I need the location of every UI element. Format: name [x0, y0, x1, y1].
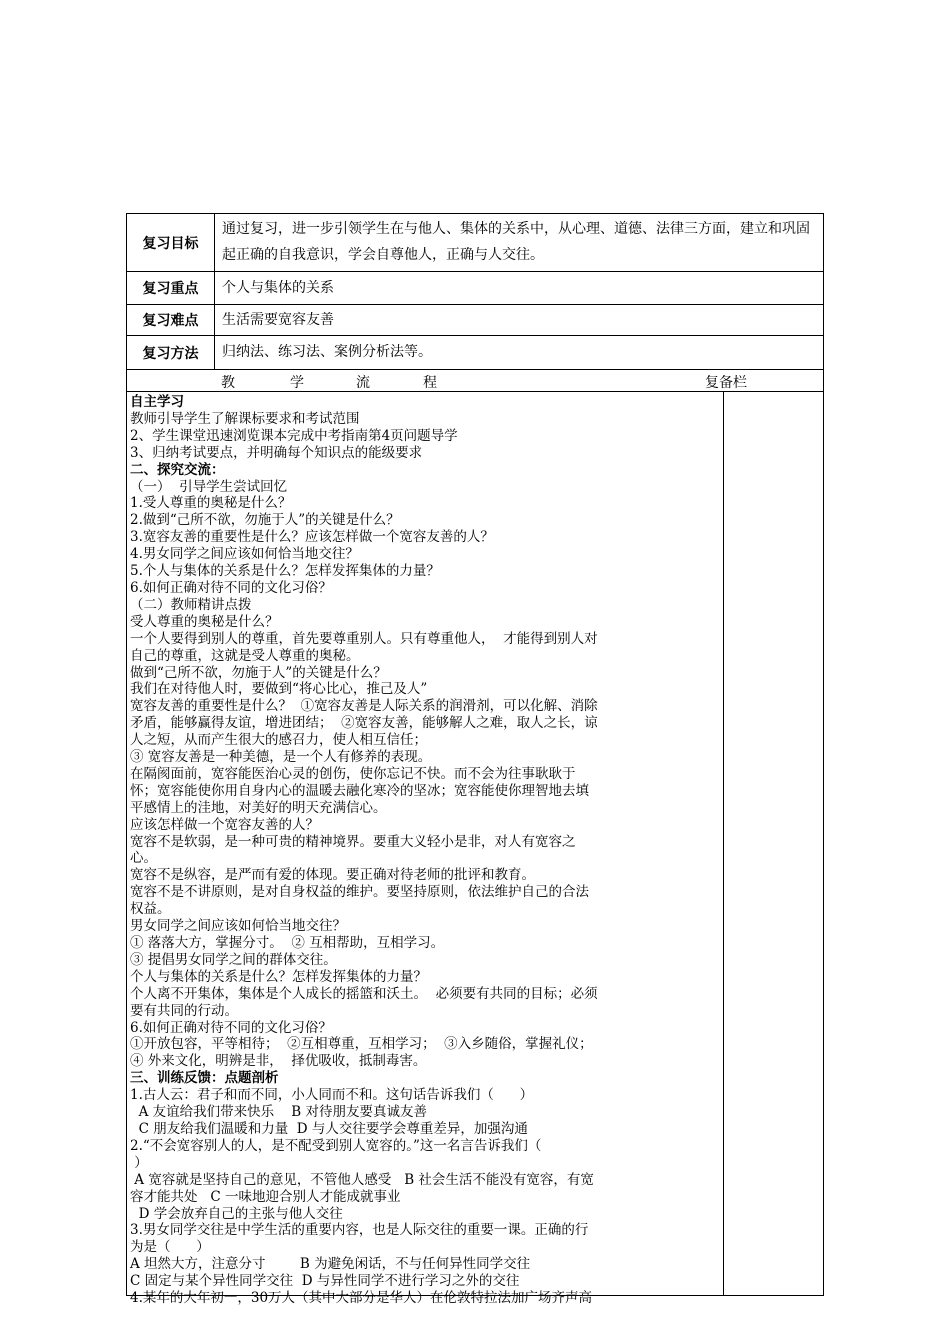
backup-label: 复备栏 [705, 375, 747, 391]
content-line: 1.受人尊重的奥秘是什么？ [130, 495, 292, 512]
content-line: 教师引导学生了解课标要求和考试范围 [130, 410, 360, 427]
content-line: 3.男女同学交往是中学生活的重要内容，也是人际交往的重要一课。正确的行 [130, 1222, 589, 1239]
content-line: 男女同学之间应该如何恰当地交往？ [130, 918, 346, 935]
content-line: 三、训练反馈：点题剖析 [130, 1070, 279, 1087]
teaching-flow-header [127, 370, 823, 392]
content-line: A 友谊给我们带来快乐 B 对待朋友要真诚友善 [130, 1104, 428, 1121]
content-line: ①开放包容，平等相待； ②互相尊重，互相学习； ③入乡随俗，掌握礼仪； [130, 1036, 593, 1053]
content-line: （一） 引导学生尝试回忆 [130, 478, 288, 495]
flow-char: 流 [356, 375, 370, 391]
content-line: ③ 提倡男女同学之间的群体交往。 [130, 951, 337, 968]
content-line: C 固定与某个异性同学交往 D 与异性同学不进行学习之外的交往 [130, 1273, 520, 1290]
content-line: 自主学习 [130, 394, 184, 410]
goal-text: 通过复习，进一步引领学生在与他人、集体的关系中，从心理、道德、法律三方面，建立和巩固起正确的自我意识，学会自尊他人，正确与人交往。 [222, 221, 810, 263]
content-line: 一个人要得到别人的尊重，首先要尊重别人。只有尊重他人， 才能得到别人对 [130, 630, 598, 647]
content-line: 在隔阂面前，宽容能医治心灵的创伤，使你忘记不快。而不会为往事耿耿于 [130, 765, 576, 782]
content-line: C 朋友给我们温暖和力量 D 与人交往要学会尊重差异，加强沟通 [130, 1120, 528, 1137]
content-line: 3.宽容友善的重要性是什么？应该怎样做一个宽容友善的人？ [130, 529, 494, 546]
content-line: 5.个人与集体的关系是什么？怎样发挥集体的力量？ [130, 563, 440, 580]
content-line: 二、探究交流： [130, 461, 225, 478]
flow-char: 程 [423, 375, 437, 391]
content-line: 个人离不开集体，集体是个人成长的摇篮和沃土。 必须要有共同的目标；必须 [130, 985, 598, 1002]
content-line: ④ 外来文化，明辨是非， 择优吸收，抵制毒害。 [130, 1053, 427, 1070]
teaching-content [130, 394, 720, 1307]
content-line: 我们在对待他人时，要做到“将心比心，推己及人” [130, 681, 428, 698]
lesson-plan-table [126, 213, 824, 1307]
content-line: 怀；宽容能使你用自身内心的温暖去融化寒冷的坚冰；宽容能使你理智地去填 [130, 782, 589, 799]
content-line: 1.古人云：君子和而不同，小人同而不和。这句话告诉我们（ ） [130, 1087, 534, 1104]
method-text: 归纳法、练习法、案例分析法等。 [222, 344, 432, 360]
method-row [127, 336, 823, 370]
content-line: 个人与集体的关系是什么？怎样发挥集体的力量？ [130, 968, 427, 985]
content-line: 2.“不会宽容别人的人，是不配受到别人宽容的。”这一名言告诉我们（ [130, 1137, 542, 1154]
content-line: 自己的尊重，这就是受人尊重的奥秘。 [130, 647, 360, 664]
focus-text: 个人与集体的关系 [222, 280, 334, 296]
content-line: 矛盾，能够赢得友谊，增进团结； ②宽容友善，能够解人之难，取人之长，谅 [130, 715, 598, 732]
content-line: 2.做到“己所不欲，勿施于人”的关键是什么？ [130, 512, 400, 529]
content-line: 人之短，从而产生很大的感召力，使人相互信任； [130, 732, 427, 749]
focus-label: 复习重点 [127, 272, 215, 304]
content-line: 宽容不是不讲原则，是对自身权益的维护。要坚持原则，依法维护自己的合法 [130, 884, 589, 901]
content-line: 6.如何正确对待不同的文化习俗？ [130, 1019, 332, 1036]
flow-char: 教 [221, 375, 235, 391]
content-line: 为是（ ） [130, 1239, 210, 1256]
content-line: 3、归纳考试要点，并明确每个知识点的能级要求 [130, 444, 423, 461]
content-line: A 坦然大方，注意分寸 B 为避免闲话，不与任何异性同学交往 [130, 1256, 531, 1273]
content-line: 2、学生课堂迅速浏览课本完成中考指南第4页问题导学 [130, 427, 458, 444]
difficulty-text: 生活需要宽容友善 [222, 312, 334, 328]
content-line: 宽容友善的重要性是什么？ ①宽容友善是人际关系的润滑剂，可以化解、消除 [130, 698, 598, 715]
content-line: 6.如何正确对待不同的文化习俗？ [130, 579, 332, 596]
content-line: 4.男女同学之间应该如何恰当地交往？ [130, 546, 359, 563]
backup-column-divider [723, 392, 724, 1295]
content-line: D 学会放弃自己的主张与他人交往 [130, 1205, 343, 1222]
content-line: A 宽容就是坚持自己的意见，不管他人感受 B 社会生活不能没有宽容，有宽 [130, 1171, 594, 1188]
content-line: 平感情上的洼地，对美好的明天充满信心。 [130, 799, 387, 816]
flow-char: 学 [290, 375, 304, 391]
content-line: 权益。 [130, 901, 171, 918]
content-line: 做到“己所不欲，勿施于人”的关键是什么？ [130, 664, 387, 681]
content-line: 应该怎样做一个宽容友善的人？ [130, 816, 319, 833]
content-line: （二）教师精讲点拨 [130, 596, 252, 613]
content-line: ③ 宽容友善是一种美德，是一个人有修养的表现。 [130, 749, 432, 766]
content-line: 宽容不是纵容，是严而有爱的体现。要正确对待老师的批评和教育。 [130, 867, 535, 884]
difficulty-label: 复习难点 [127, 305, 215, 335]
content-line: 心。 [130, 850, 157, 867]
content-line: 4.某年的大年初一，30万人（其中大部分是华人）在伦敦特拉法加广场齐声高 [130, 1290, 593, 1307]
content-line: ① 落落大方，掌握分寸。 ② 互相帮助，互相学习。 [130, 935, 445, 951]
focus-row [127, 272, 823, 305]
content-line: 宽容不是软弱，是一种可贵的精神境界。要重大义轻小是非，对人有宽容之 [130, 833, 576, 850]
content-line: 容才能共处 C 一味地迎合别人才能成就事业 [130, 1188, 401, 1205]
content-line: ） [130, 1154, 148, 1171]
goal-row [127, 214, 823, 272]
content-line: 受人尊重的奥秘是什么？ [130, 613, 279, 630]
method-label: 复习方法 [127, 336, 215, 369]
content-line: 要有共同的行动。 [130, 1002, 238, 1019]
goal-label: 复习目标 [127, 214, 215, 271]
difficulty-row [127, 305, 823, 336]
